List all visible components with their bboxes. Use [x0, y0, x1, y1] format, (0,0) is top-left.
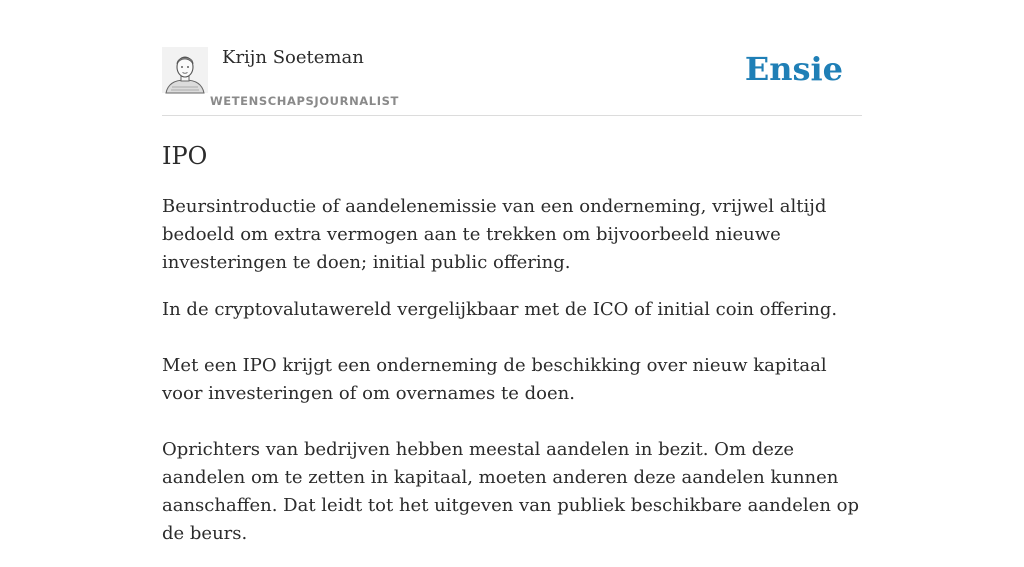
author-role: WETENSCHAPSJOURNALIST [210, 94, 399, 108]
entry-paragraph: Beursintroductie of aandelenemissie van een onderneming, vrijwel altijd bedoeld om extra vermogen aan te trekken om bijvoorbeeld nieuwe investeringen te doen; initial public offering. [162, 196, 827, 273]
entry-paragraph: Oprichters van bedrijven hebben meestal aandelen in bezit. Om deze aandelen om te zetten in kapitaal, moeten anderen deze aandelen kunnen aanschaffen. Dat leidt tot het uitgeven van publiek beschikbare aandelen op de beurs. [162, 439, 859, 544]
entry-card [162, 0, 862, 567]
entry-body [162, 193, 862, 548]
entry-title: IPO [162, 142, 208, 170]
author-portrait-icon [162, 47, 208, 93]
entry-paragraph: In de cryptovalutawereld vergelijkbaar met de ICO of initial coin offering. [162, 299, 838, 320]
entry-header [162, 0, 862, 116]
brand-logo[interactable]: Ensie [744, 50, 843, 88]
entry-paragraph: Met een IPO krijgt een onderneming de beschikking over nieuw kapitaal voor investeringen of om overnames te doen. [162, 355, 827, 404]
author-avatar[interactable] [162, 47, 208, 93]
author-name[interactable]: Krijn Soeteman [222, 47, 364, 68]
